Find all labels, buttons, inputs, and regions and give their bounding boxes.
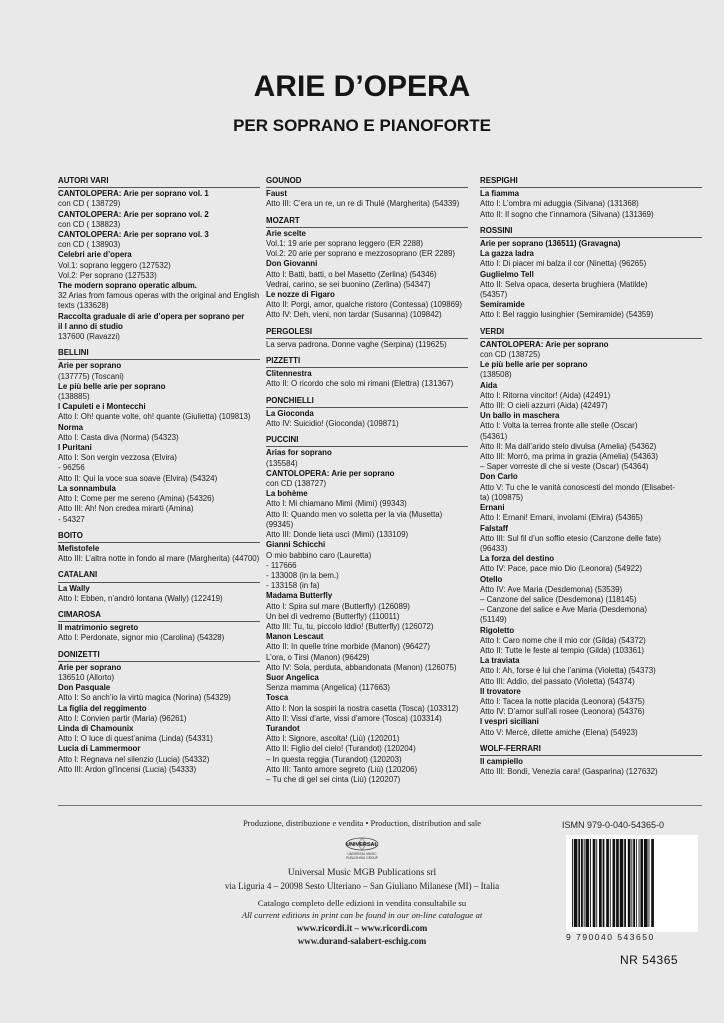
opera-title: La Gioconda	[266, 408, 314, 418]
aria-entry: Atto III: Bondì, Venezia cara! (Gasparina) (127632)	[480, 767, 658, 777]
aria-entry: 32 Arias from famous operas with the original and English	[58, 291, 260, 301]
catalog-number: NR 54365	[620, 953, 679, 967]
opera-title: Arie per soprano (136511) (Gravagna)	[480, 239, 621, 249]
aria-entry: Atto II: In quelle trine morbide (Manon) (96427)	[266, 642, 431, 652]
column-2	[266, 176, 468, 785]
aria-entry: Atto I: So anch’io la virtù magica (Norina) (54329)	[58, 693, 231, 703]
aria-entry: - 117666	[266, 560, 297, 570]
barcode-bar	[584, 839, 585, 927]
aria-entry: Atto III: Sul fil d’un soffio etesio (Canzone delle fate)	[480, 533, 662, 543]
page-subtitle: PER SOPRANO E PIANOFORTE	[233, 116, 491, 135]
opera-title: Mefistofele	[58, 543, 100, 553]
aria-entry: O mio babbino caro (Lauretta)	[266, 550, 372, 560]
barcode-bar	[610, 839, 611, 927]
composer-name: PUCCINI	[266, 435, 299, 445]
aria-entry: Atto II: Ma dall’arido stelo divulsa (Amelia) (54362)	[480, 441, 657, 451]
opera-title: Lucia di Lammermoor	[58, 744, 141, 754]
opera-title: Raccolta graduale di arie d’opera per soprano per	[58, 311, 245, 321]
aria-entry: Atto I: Di piacer mi balza il cor (Ninetta) (96265)	[480, 259, 647, 269]
composer-section	[266, 435, 468, 785]
aria-entry: Atto IV: D’amor sull’ali rosee (Leonora) (54376)	[480, 707, 645, 717]
aria-entry: Atto I: Perdonate, signor mio (Carolina) (54328)	[58, 633, 225, 643]
aria-entry: (51149)	[480, 615, 507, 625]
opera-title: La fiamma	[480, 189, 520, 199]
aria-entry: Un bel dì vedremo (Butterfly) (110011)	[266, 611, 400, 621]
barcode-bar	[606, 839, 609, 927]
opera-title: Madama Butterfly	[266, 591, 333, 601]
opera-title: Arie per soprano	[58, 361, 122, 371]
aria-entry: Atto I: Tacea la notte placida (Leonora) (54375)	[480, 696, 645, 706]
aria-entry: – Saper vorreste di che si veste (Oscar) (54364)	[480, 462, 649, 472]
aria-entry: Atto I: Batti, batti, o bel Masetto (Zerlina) (54346)	[266, 269, 437, 279]
page-title: ARIE D’OPERA	[253, 70, 471, 103]
aria-entry: Atto IV: Ave Maria (Desdemona) (53539)	[480, 584, 623, 594]
universal-logo-icon	[320, 836, 404, 864]
opera-title: Arie scelte	[266, 228, 306, 238]
aria-entry: Atto III: Tanto amore segreto (Liù) (120206)	[266, 764, 418, 774]
aria-entry: - 133008 (in la bem.)	[266, 570, 339, 580]
aria-entry: (54357)	[480, 290, 508, 300]
barcode-bar	[603, 839, 605, 927]
aria-entry: Atto I: O luce di quest’anima (Linda) (54331)	[58, 734, 213, 744]
composer-section	[58, 531, 260, 565]
opera-title: La traviata	[480, 656, 520, 666]
opera-title: CANTOLOPERA: Arie per soprano vol. 3	[58, 230, 209, 240]
aria-entry: Atto III: Ardon gl’incensi (Lucia) (54333)	[58, 764, 197, 774]
composer-name: CIMAROSA	[58, 609, 101, 619]
composer-rule	[266, 227, 468, 228]
composer-name: BELLINI	[58, 348, 89, 358]
opera-title: Turandot	[266, 723, 300, 733]
aria-entry: Atto I: Regnava nel silenzio (Lucia) (54332)	[58, 754, 210, 764]
aria-entry: Atto I: Come per me sereno (Amina) (54326)	[58, 494, 215, 504]
composer-rule	[58, 187, 260, 188]
opera-title: Il trovatore	[480, 686, 521, 696]
opera-title: Rigoletto	[480, 625, 515, 635]
composer-section	[58, 570, 260, 604]
composer-rule	[58, 661, 260, 662]
opera-title: Guglielmo Tell	[480, 269, 534, 279]
opera-title: CANTOLOPERA: Arie per soprano	[480, 339, 609, 349]
barcode-bar	[620, 839, 624, 927]
composer-name: AUTORI VARI	[58, 176, 109, 185]
barcode-bar	[596, 839, 597, 927]
production-note: Produzione, distribuzione e vendita • Production, distribution and sale	[242, 818, 482, 828]
aria-entry: Vol.2: 20 arie per soprano e mezzosoprano (ER 2289)	[266, 249, 456, 259]
aria-entry: Atto II: Quando men vo soletta per la via (Musetta)	[266, 509, 443, 519]
barcode-bar	[631, 839, 632, 927]
aria-entry: Atto I: Ernani! Ernani, involami (Elvira) (54365)	[480, 513, 643, 523]
opera-title: La figlia del reggimento	[58, 703, 147, 713]
barcode-bar	[639, 839, 640, 927]
aria-entry: Atto I: Caro nome che il mio cor (Gilda) (54372)	[480, 635, 646, 645]
aria-entry: - 133158 (in fa)	[266, 581, 320, 591]
barcode-bar	[590, 839, 591, 927]
opera-title: Le più belle arie per soprano	[58, 381, 166, 391]
composer-rule	[266, 407, 468, 408]
aria-entry: – Canzone del salice (Desdemona) (118145)	[480, 594, 637, 604]
aria-entry: Atto IV: Sola, perduta, abbandonata (Manon) (126075)	[266, 662, 457, 672]
opera-title: Tosca	[266, 693, 289, 703]
opera-title: Celebri arie d’opera	[58, 250, 132, 260]
aria-entry: (138885)	[58, 392, 90, 402]
aria-entry: – Tu che di gel sei cinta (Liù) (120207)	[266, 774, 401, 784]
opera-title: Manon Lescaut	[266, 632, 324, 642]
opera-title: Norma	[58, 422, 83, 432]
opera-title: CANTOLOPERA: Arie per soprano	[266, 468, 395, 478]
aria-entry: Atto I: Ritorna vincitor! (Aida) (42491)	[480, 390, 611, 400]
opera-title: I Puritani	[58, 443, 92, 453]
aria-entry: Atto I: Spira sul mare (Butterfly) (126089)	[266, 601, 410, 611]
barcode-bar	[628, 839, 631, 927]
barcode-icon	[566, 835, 698, 932]
composer-section	[480, 744, 702, 778]
opera-title: The modern soprano operatic album.	[58, 281, 197, 291]
aria-entry: Atto IV: Deh, vieni, non tardar (Susanna) (109842)	[266, 310, 442, 320]
barcode-bar	[616, 839, 619, 927]
opera-title: Clitennestra	[266, 369, 312, 379]
composer-section	[266, 216, 468, 321]
footer-divider	[58, 805, 702, 806]
barcode-bar	[613, 839, 616, 927]
composer-section	[480, 226, 702, 321]
website-link-1[interactable]: www.ricordi.it – www.ricordi.com	[296, 923, 428, 933]
composer-name: PONCHIELLI	[266, 395, 314, 405]
opera-title: Le più belle arie per soprano	[480, 360, 588, 370]
barcode-number: 9 790040 543650	[566, 932, 655, 942]
composer-name: MOZART	[266, 215, 300, 225]
aria-entry: Atto II: Il sogno che t’innamora (Silvana) (131369)	[480, 209, 654, 219]
aria-entry: Atto V: Tu che le vanità conoscesti del mondo (Elisabet-	[480, 482, 675, 492]
aria-entry: Atto I: Ebben, n’andrò lontana (Wally) (122419)	[58, 593, 223, 603]
opera-title: Gianni Schicchi	[266, 540, 326, 550]
composer-name: BOITO	[58, 530, 83, 540]
opera-title: Arias for soprano	[266, 448, 332, 458]
barcode-bar	[644, 839, 648, 927]
opera-title: La forza del destino	[480, 554, 555, 564]
aria-entry: Atto II: O ricordo che solo mi rimani (Elettra) (131367)	[266, 379, 454, 389]
aria-entry: Atto III: O cieli azzurri (Aida) (42497)	[480, 401, 608, 411]
composer-rule	[58, 359, 260, 360]
barcode-bar	[633, 839, 635, 927]
opera-title: Il campiello	[480, 756, 523, 766]
opera-title: Il matrimonio segreto	[58, 623, 139, 633]
aria-entry: Vedrai, carino, se sei buonino (Zerlina) (54347)	[266, 279, 431, 289]
composer-section	[266, 356, 468, 390]
barcode-bar	[578, 839, 580, 927]
opera-title: il I anno di studio	[58, 321, 123, 331]
barcode-bar	[640, 839, 643, 927]
opera-title: I vespri siciliani	[480, 717, 539, 727]
composer-rule	[58, 542, 260, 543]
opera-title: Aida	[480, 380, 498, 390]
composer-section	[266, 176, 468, 210]
barcode-bar	[649, 839, 650, 927]
composer-section	[266, 396, 468, 430]
opera-title: Falstaff	[480, 523, 509, 533]
composer-rule	[480, 755, 702, 756]
aria-entry: Atto III: Morrò, ma prima in grazia (Amelia) (54363)	[480, 452, 659, 462]
composer-name: DONIZETTI	[58, 649, 100, 659]
aria-entry: Atto II: Figlio del cielo! (Turandot) (120204)	[266, 744, 416, 754]
aria-entry: ta) (109875)	[480, 492, 523, 502]
composer-section	[480, 176, 702, 220]
opera-title: Faust	[266, 189, 288, 199]
column-3	[480, 176, 702, 777]
website-link-2[interactable]: www.durand-salabert-eschig.com	[297, 936, 427, 946]
composer-name: PIZZETTI	[266, 356, 301, 366]
aria-entry: Vol.1: 19 arie per soprano leggero (ER 2288)	[266, 239, 424, 249]
aria-entry: Senza mamma (Angelica) (117663)	[266, 683, 390, 693]
opera-title: Ernani	[480, 503, 505, 513]
aria-entry: 137600 (Ravazzi)	[58, 332, 120, 342]
aria-entry: – Canzone del salice e Ave Maria (Desdemona)	[480, 605, 647, 615]
aria-entry: Atto II: Porgi, amor, qualche ristoro (Contessa) (109869)	[266, 300, 463, 310]
composer-rule	[480, 187, 702, 188]
composer-section	[480, 327, 702, 738]
barcode-bar	[581, 839, 583, 927]
composer-name: PERGOLESI	[266, 326, 313, 336]
aria-entry: Atto II: Qui la voce sua soave (Elvira) (54324)	[58, 473, 218, 483]
opera-title: La gazza ladra	[480, 249, 534, 259]
barcode-bar	[572, 839, 573, 927]
barcode-bar	[624, 839, 626, 927]
column-1	[58, 176, 260, 775]
aria-entry: con CD (138725)	[480, 350, 541, 360]
aria-entry: texts (133628)	[58, 301, 109, 311]
aria-entry: Atto IV: Suicidio! (Gioconda) (109871)	[266, 419, 399, 429]
composer-section	[58, 610, 260, 644]
aria-entry: (138508)	[480, 370, 512, 380]
aria-entry: Atto II: Vissi d’arte, vissi d’amore (Tosca) (103314)	[266, 713, 442, 723]
aria-entry: (135584)	[266, 458, 298, 468]
aria-entry: con CD ( 138729)	[58, 199, 121, 209]
aria-entry: Atto I: Ah, forse è lui che l’anima (Violetta) (54373)	[480, 666, 656, 676]
opera-title: Le nozze di Figaro	[266, 290, 335, 300]
aria-entry: Atto I: Bel raggio lusinghier (Semiramide) (54359)	[480, 310, 654, 320]
aria-entry: Atto I: Volta la terrea fronte alle stelle (Oscar)	[480, 421, 638, 431]
aria-entry: Atto I: L’ombra mi aduggia (Silvana) (131368)	[480, 199, 639, 209]
aria-entry: Atto III: Donde lieta uscì (Mimì) (133109)	[266, 530, 409, 540]
aria-entry: 136510 (Allorto)	[58, 672, 115, 682]
composer-rule	[480, 338, 702, 339]
composer-name: ROSSINI	[480, 225, 513, 235]
opera-title: La bohème	[266, 489, 308, 499]
composer-name: RESPIGHI	[480, 176, 518, 185]
aria-entry: Atto III: Addio, del passato (Violetta) (54374)	[480, 676, 635, 686]
aria-entry: Atto II: Tutte le feste al tempio (Gilda) (103361)	[480, 645, 645, 655]
aria-entry: (137775) (Toscani)	[58, 371, 124, 381]
composer-rule	[266, 338, 468, 339]
aria-entry: Atto I: Casta diva (Norma) (54323)	[58, 432, 179, 442]
composer-section	[266, 327, 468, 350]
catalog-note-en: All current editions in print can be found in our on-line catalogue at	[241, 910, 483, 920]
composer-rule	[58, 621, 260, 622]
opera-title: Linda di Chamounix	[58, 723, 134, 733]
aria-entry: Atto II: Selva opaca, deserta brughiera (Matilde)	[480, 279, 648, 289]
aria-entry: Atto III: L’altra notte in fondo al mare (Margherita) (44700)	[58, 554, 260, 564]
aria-entry: (54361)	[480, 431, 508, 441]
aria-entry: Atto III: Tu, tu, piccolo Iddio! (Butterfly) (126072)	[266, 621, 434, 631]
composer-section	[58, 176, 260, 342]
barcode-bar	[636, 839, 637, 927]
ismn-label: ISMN 979-0-040-54365-0	[562, 820, 665, 830]
aria-entry: Vol.2: Per soprano (127533)	[58, 270, 157, 280]
opera-title: I Capuleti e i Montecchi	[58, 402, 146, 412]
publisher-address: via Liguria 4 – 20098 Sesto Ulteriano – San Giuliano Milanese (MI) – Italia	[224, 881, 500, 891]
aria-entry: – In questa reggia (Turandot) (120203)	[266, 754, 402, 764]
aria-entry: La serva padrona. Donne vaghe (Serpina) (119625)	[266, 339, 447, 349]
composer-section	[58, 348, 260, 524]
aria-entry: - 96256	[58, 463, 85, 473]
opera-title: Suor Angelica	[266, 672, 319, 682]
composer-rule	[480, 237, 702, 238]
aria-entry: con CD ( 138903)	[58, 240, 121, 250]
opera-title: Don Carlo	[480, 472, 518, 482]
opera-title: Un ballo in maschera	[480, 411, 560, 421]
aria-entry: con CD (138727)	[266, 479, 327, 489]
logo-wordmark: UNIVERSAL	[346, 842, 378, 848]
aria-entry: Vol.1: soprano leggero (127532)	[58, 260, 171, 270]
barcode-bar	[586, 839, 590, 927]
composer-rule	[266, 187, 468, 188]
composer-rule	[58, 582, 260, 583]
opera-title: Don Giovanni	[266, 259, 318, 269]
composer-rule	[266, 446, 468, 447]
opera-title: Arie per soprano	[58, 662, 122, 672]
aria-entry: - 54327	[58, 514, 85, 524]
aria-entry: Atto I: Convien partir (Maria) (96261)	[58, 713, 187, 723]
aria-entry: L’ora, o Tirsi (Manon) (96429)	[266, 652, 370, 662]
barcode-bar	[593, 839, 596, 927]
barcode-bar	[651, 839, 654, 927]
aria-entry: Atto V: Mercè, dilette amiche (Elena) (54923)	[480, 727, 638, 737]
aria-entry: Atto I: Non la sospiri la nostra casetta (Tosca) (103312)	[266, 703, 459, 713]
aria-entry: Atto III: Ah! Non credea mirarti (Amina)	[58, 504, 194, 514]
composer-name: WOLF-FERRARI	[480, 743, 541, 753]
aria-entry: Atto I: Signore, ascolta! (Liù) (120201)	[266, 734, 400, 744]
catalog-note-it: Catalogo completo delle edizioni in vendita consultabile su	[257, 898, 467, 908]
barcode-bar	[574, 839, 578, 927]
logo-line-1: UNIVERSAL MUSIC	[347, 852, 377, 856]
composer-name: CATALANI	[58, 570, 98, 580]
opera-title: Semiramide	[480, 300, 525, 310]
opera-title: Don Pasquale	[58, 683, 111, 693]
aria-entry: Atto IV: Pace, pace mio Dio (Leonora) (54922)	[480, 564, 642, 574]
opera-title: La Wally	[58, 583, 90, 593]
aria-entry: (96433)	[480, 543, 508, 553]
composer-name: GOUNOD	[266, 176, 302, 185]
publisher-name: Universal Music MGB Publications srl	[287, 868, 437, 878]
opera-title: La sonnambula	[58, 483, 116, 493]
opera-title: CANTOLOPERA: Arie per soprano vol. 2	[58, 209, 209, 219]
composer-name: VERDI	[480, 326, 505, 336]
composer-section	[58, 650, 260, 775]
composer-rule	[266, 367, 468, 368]
barcode-bar	[599, 839, 602, 927]
aria-entry: Atto I: Son vergin vezzosa (Elvira)	[58, 453, 177, 463]
aria-entry: Atto I: Mi chiamano Mimì (Mimì) (99343)	[266, 499, 407, 509]
aria-entry: Atto III: C’era un re, un re di Thulé (Margherita) (54339)	[266, 199, 460, 209]
logo-line-2: PUBLISHING GROUP	[346, 856, 378, 860]
opera-title: CANTOLOPERA: Arie per soprano vol. 1	[58, 189, 209, 199]
aria-entry: con CD ( 138823)	[58, 219, 121, 229]
aria-entry: (99345)	[266, 519, 294, 529]
opera-title: Otello	[480, 574, 503, 584]
aria-entry: Atto I: Oh! quante volte, oh! quante (Giulietta) (109813)	[58, 412, 251, 422]
